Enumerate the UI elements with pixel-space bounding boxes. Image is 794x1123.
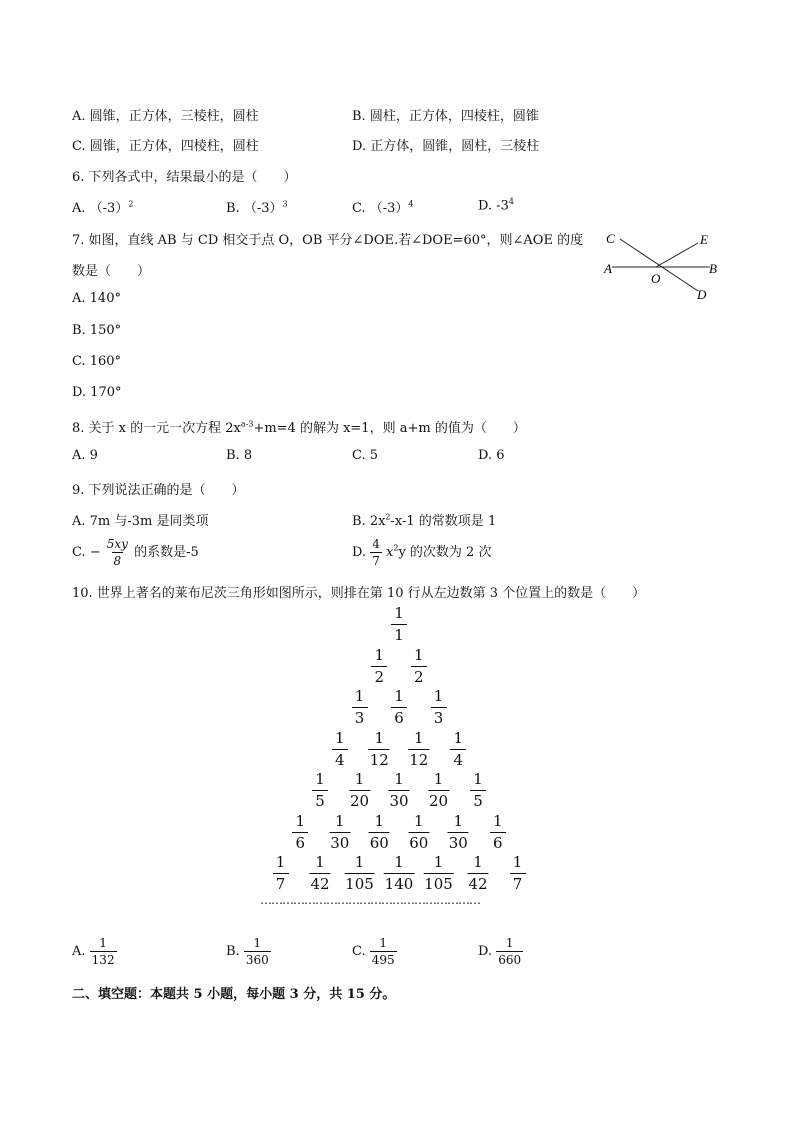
q10-stem: 10. 世界上著名的莱布尼茨三角形如图所示，则排在第 10 行从左边数第 3 个位置上的数是（ ） <box>72 586 646 601</box>
triangle-denominator: 7 <box>273 873 289 892</box>
triangle-numerator: 1 <box>354 853 365 871</box>
triangle-numerator: 1 <box>453 728 464 747</box>
triangle-denominator: 2 <box>371 666 387 685</box>
label-d: D <box>697 287 707 302</box>
triangle-denominator: 3 <box>431 707 447 726</box>
triangle-cell <box>467 855 488 892</box>
triangle-cell <box>423 855 454 892</box>
triangle-numerator: 1 <box>315 853 325 871</box>
triangle-cell <box>369 728 390 769</box>
triangle-numerator: 1 <box>315 770 325 788</box>
triangle-numerator: 1 <box>433 770 444 788</box>
triangle-numerator: 1 <box>413 811 424 830</box>
triangle-cell <box>428 772 449 809</box>
triangle-denominator: 42 <box>310 875 330 893</box>
label-o: O <box>651 271 661 286</box>
triangle-cell <box>273 855 289 892</box>
triangle-denominator: 4 <box>332 749 348 768</box>
q7-stem-line2: 数是（ ） <box>72 264 151 279</box>
triangle-numerator: 1 <box>295 811 306 830</box>
q5-option-c: C. 圆锥，正方体，四棱柱，圆柱 <box>72 139 259 154</box>
triangle-denominator: 1 <box>391 624 407 643</box>
q9-stem: 9. 下列说法正确的是（ ） <box>72 483 245 498</box>
triangle-numerator: 1 <box>433 687 444 705</box>
q8-stem: 8. 关于 x 的一元一次方程 $2x^{a-3}+m=4$ 的解为 x=1，则 a+m 的值为（ ） <box>72 419 526 436</box>
triangle-numerator: 1 <box>374 645 385 664</box>
q8-option-b: B. 8 <box>226 448 253 463</box>
q7-option-c: C. 160° <box>72 354 122 369</box>
q5-option-b: B. 圆柱，正方体，四棱柱，圆锥 <box>352 109 539 124</box>
q10-option-c: C. $\frac{1}{495}$ <box>352 936 395 967</box>
triangle-denominator: 30 <box>330 833 350 852</box>
triangle-denominator: 12 <box>369 750 389 769</box>
label-e: E <box>700 232 708 247</box>
triangle-numerator: 1 <box>394 853 404 871</box>
triangle-cell <box>490 811 506 852</box>
triangle-numerator: 1 <box>394 770 404 788</box>
q8-option-c: C. 5 <box>352 448 379 463</box>
section2-heading: 二、填空题：本题共 5 小题，每小题 3 分，共 15 分。 <box>72 987 396 1002</box>
triangle-denominator: 5 <box>312 790 328 809</box>
triangle-denominator: 4 <box>450 749 466 768</box>
triangle-numerator: 1 <box>394 687 404 705</box>
q9-option-c: C. − $\frac{5xy}{8}$ 的系数是-5 <box>72 537 199 568</box>
triangle-cell <box>510 855 526 892</box>
q5-option-a: A. 圆锥，正方体，三棱柱，圆柱 <box>72 109 259 124</box>
q8-option-d: D. 6 <box>478 448 505 463</box>
triangle-numerator: 1 <box>512 853 523 871</box>
triangle-cell <box>470 772 486 809</box>
q9-option-b: B. $2x^2-x-1$ 的常数项是 1 <box>352 512 497 529</box>
q7-option-d: D. 170° <box>72 385 122 400</box>
triangle-cell <box>309 855 330 892</box>
label-a: A <box>604 261 612 276</box>
triangle-denominator: 140 <box>384 875 414 893</box>
triangle-denominator: 105 <box>345 875 374 893</box>
triangle-numerator: 1 <box>492 811 503 830</box>
q6-option-a: A. $(-3)^2$ <box>72 199 134 216</box>
label-b: B <box>709 261 717 276</box>
triangle-denominator: 20 <box>428 792 449 810</box>
q7-option-a: A. 140° <box>72 291 121 306</box>
triangle-cell <box>411 645 427 686</box>
triangle-cell <box>384 855 415 892</box>
triangle-numerator: 1 <box>374 728 385 747</box>
q9-option-a: A. 7m 与-3m 是同类项 <box>72 514 209 529</box>
fraction-1-over-495: $\frac{1}{495}$ <box>371 936 395 967</box>
triangle-cell <box>388 772 409 809</box>
triangle-denominator: 20 <box>349 792 370 810</box>
triangle-numerator: 1 <box>374 811 385 830</box>
triangle-cell <box>349 772 370 809</box>
triangle-numerator: 1 <box>394 604 404 622</box>
triangle-denominator: 30 <box>448 833 468 852</box>
q10-option-a: A. $\frac{1}{132}$ <box>72 936 115 967</box>
triangle-cell <box>369 811 390 852</box>
fraction-4-over-7: $\frac{4}{7}$ <box>372 537 380 568</box>
triangle-denominator: 12 <box>409 750 429 769</box>
label-c: C <box>606 231 615 246</box>
q7-angle-figure <box>590 225 730 310</box>
triangle-denominator: 5 <box>470 790 486 809</box>
triangle-denominator: 6 <box>490 832 506 851</box>
q10-option-b: B. $\frac{1}{360}$ <box>226 936 269 967</box>
q6-option-b: B. $(-3)^3$ <box>226 199 288 216</box>
triangle-cell <box>332 728 348 769</box>
q8-option-a: A. 9 <box>72 448 98 463</box>
triangle-cell <box>408 728 429 769</box>
triangle-denominator: 60 <box>369 833 389 852</box>
triangle-numerator: 1 <box>433 853 444 871</box>
triangle-cell <box>344 855 375 892</box>
q6-option-c: C. $(-3)^4$ <box>352 199 414 216</box>
triangle-numerator: 1 <box>334 811 345 830</box>
triangle-numerator: 1 <box>275 853 286 871</box>
q10-option-d: D. $\frac{1}{660}$ <box>478 936 522 967</box>
triangle-numerator: 1 <box>334 728 345 747</box>
triangle-ellipsis: …………………………………………………… <box>260 893 480 907</box>
triangle-cell <box>329 811 350 852</box>
triangle-numerator: 1 <box>473 770 483 788</box>
triangle-denominator: 6 <box>391 707 407 726</box>
fraction-1-over-360: $\frac{1}{360}$ <box>245 936 269 967</box>
q5-option-d: D. 正方体，圆锥，圆柱，三棱柱 <box>352 139 540 154</box>
q6-stem: 6. 下列各式中，结果最小的是（ ） <box>72 170 297 185</box>
triangle-cell <box>292 811 308 852</box>
triangle-denominator: 60 <box>409 833 429 852</box>
q7-stem-line1: 7. 如图，直线 AB 与 CD 相交于点 O，OB 平分∠DOE.若∠DOE=60°，则∠AOE 的度 <box>72 233 584 248</box>
triangle-denominator: 7 <box>510 873 526 892</box>
triangle-cell <box>352 689 368 726</box>
triangle-cell <box>448 811 469 852</box>
triangle-denominator: 42 <box>468 875 488 893</box>
triangle-numerator: 1 <box>354 687 365 705</box>
triangle-cell <box>391 689 407 726</box>
triangle-cell <box>391 606 407 643</box>
triangle-cell <box>431 689 447 726</box>
triangle-cell <box>450 728 466 769</box>
triangle-denominator: 6 <box>292 832 308 851</box>
triangle-denominator: 30 <box>389 792 409 810</box>
triangle-numerator: 1 <box>413 728 424 747</box>
q9-option-d: D. $\frac{4}{7}$ $x^2y$ 的次数为 2 次 <box>352 537 492 568</box>
fraction-1-over-660: $\frac{1}{660}$ <box>498 936 522 967</box>
triangle-numerator: 1 <box>453 811 464 830</box>
q7-option-b: B. 150° <box>72 323 122 338</box>
triangle-numerator: 1 <box>354 770 365 788</box>
q6-option-d: D. $-3^4$ <box>478 197 514 214</box>
triangle-numerator: 1 <box>473 853 483 871</box>
triangle-numerator: 1 <box>413 645 424 664</box>
triangle-denominator: 2 <box>411 666 427 685</box>
triangle-cell <box>371 645 387 686</box>
fraction-5xy-over-8: $\frac{5xy}{8}$ <box>106 537 128 568</box>
triangle-cell <box>312 772 328 809</box>
fraction-1-over-132: $\frac{1}{132}$ <box>91 936 115 967</box>
triangle-denominator: 3 <box>352 707 368 726</box>
triangle-denominator: 105 <box>424 875 453 893</box>
triangle-cell <box>408 811 429 852</box>
